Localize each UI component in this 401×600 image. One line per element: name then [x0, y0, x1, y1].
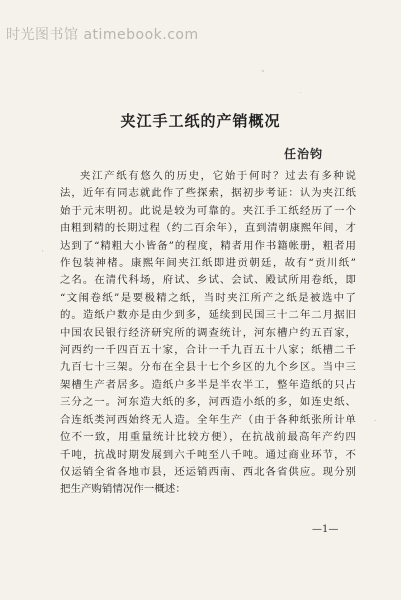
article-title: 夹江手工纸的产销概况 [120, 112, 281, 130]
body-line: 始于元末明初。此说是较为可靠的。夹江手工纸经历了一个 [60, 204, 356, 217]
body-line: 位不一致，用重量统计比较方便），在抗战前最高年产约四 [60, 431, 356, 444]
body-line: 中国农民银行经济研究所的调查统计，河东槽户约五百家， [60, 326, 356, 339]
body-line: 法，近年有同志就此作了些探索，据初步考证：认为夹江纸 [60, 187, 356, 200]
body-line: 之名。在清代科场，府试、乡试、会试、殿试所用卷纸，即 [60, 274, 356, 287]
body-line: 达到了“精粗大小皆备”的程度，精者用作书籍帐册，粗者用 [60, 239, 356, 252]
body-line: 三分之一。河东造大纸的多，河西造小纸的多，如连史纸、 [60, 396, 356, 409]
paper-speck [42, 250, 43, 252]
watermark: 时光图书馆 atimebook.com [6, 27, 199, 43]
paper-speck [374, 420, 376, 421]
body-line: “文闱卷纸”是要极精之纸，当时夹江所产之纸是被选中了 [60, 291, 356, 304]
body-line: 架槽生产者居多。造纸户多半是半农半工，整年造纸的只占 [60, 378, 356, 391]
body-line: 把生产购销情况作一概述： [60, 483, 186, 496]
page-number: —1— [312, 524, 339, 535]
body-line: 作包装神楮。康熙年间夹江纸即进贡朝廷，故有“贡川纸” [60, 257, 356, 270]
paper-speck [300, 92, 301, 93]
body-line: 由粗到精的长期过程（约二百余年），直到清朝康熙年间，才 [60, 222, 356, 235]
body-line: 千吨，抗战时期发展到六千吨至八千吨。通过商业环节，不 [60, 448, 356, 461]
article-body [60, 168, 356, 499]
body-line: 合连纸类河西始终无人造。全年生产（由于各种纸张所计单 [60, 413, 356, 426]
body-line: 九百七十三架。分布在全县十七个乡区的九个乡区。当中三 [60, 361, 356, 374]
author-name: 任治钧 [283, 147, 323, 161]
body-line: 的。造纸户数亦是由少到多，延续到民国三十二年二月据旧 [60, 309, 356, 322]
body-line: 夹江产纸有悠久的历史，它始于何时？过去有多种说 [80, 170, 356, 182]
body-line: 河西约一千四百五十家，合计一千九百五十八家；纸槽二千 [60, 344, 356, 357]
body-line: 仅运销全省各地市县，还运销西南、西北各省供应。现分别 [60, 465, 356, 478]
paper-speck [262, 70, 264, 72]
